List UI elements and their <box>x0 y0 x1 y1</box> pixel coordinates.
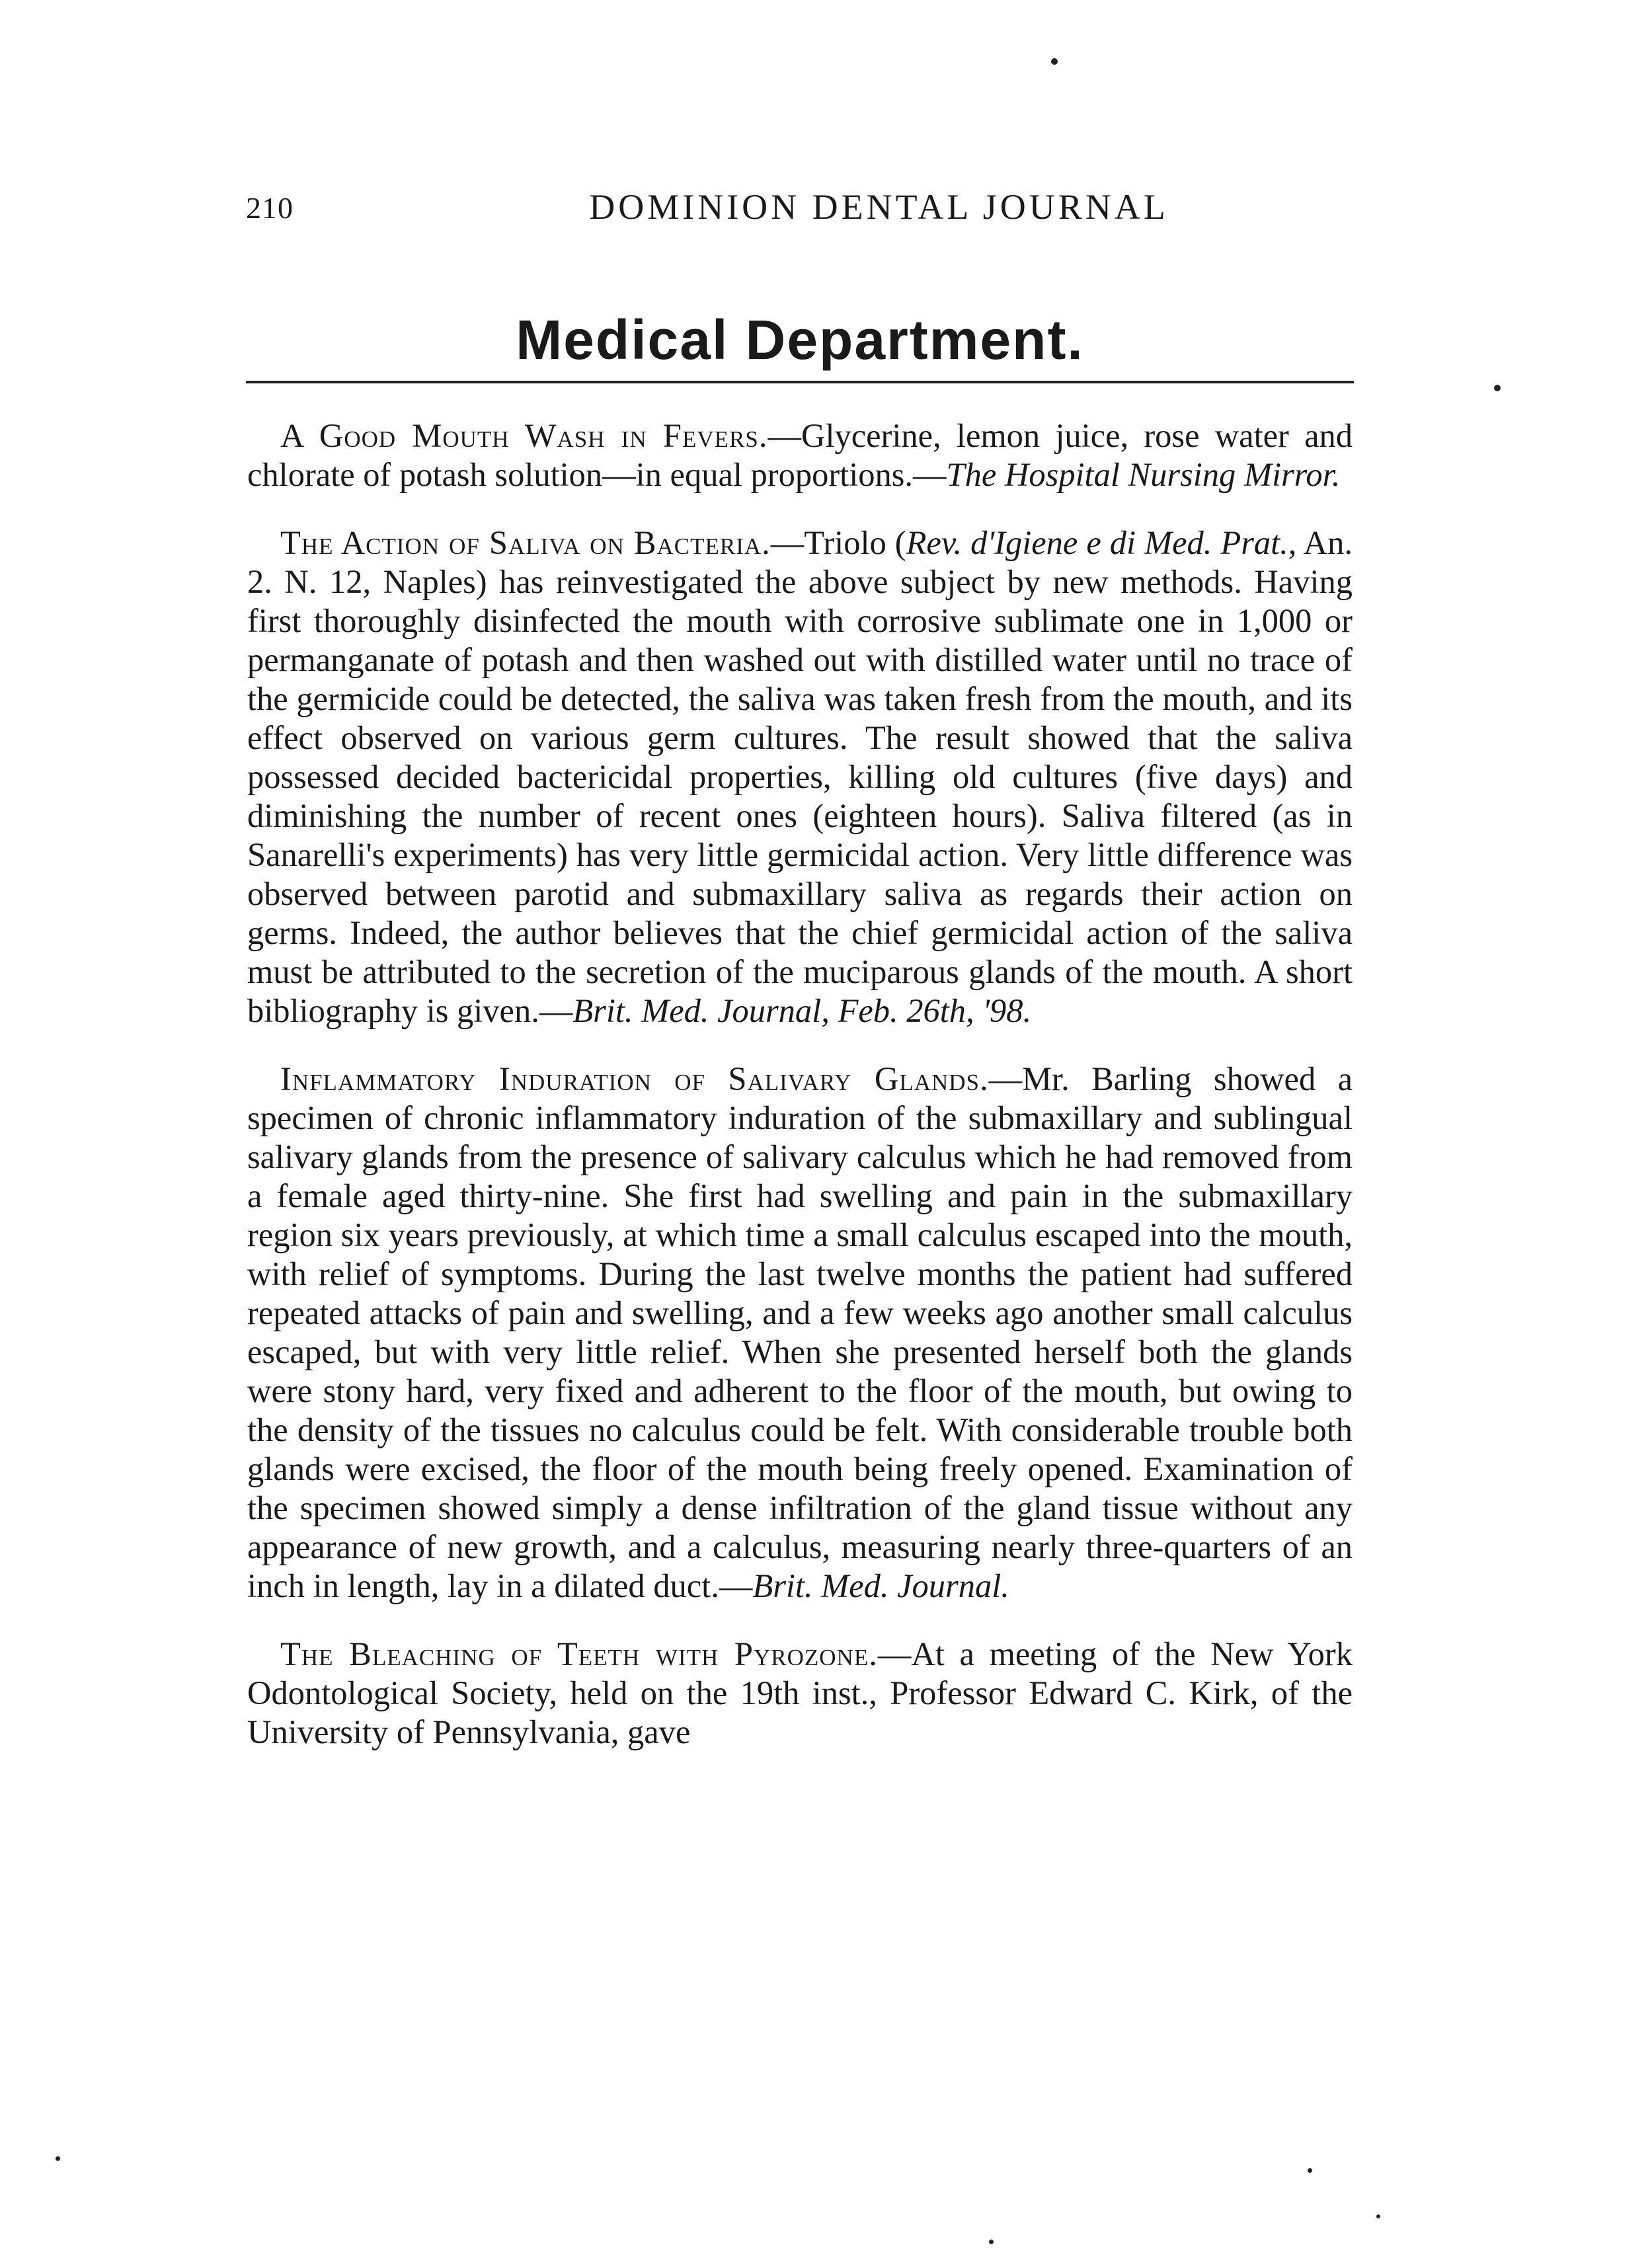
paragraph-heading: The Bleaching of Teeth with Pyrozone. <box>280 1635 878 1672</box>
paragraph-text-start: —Triolo ( <box>770 524 906 561</box>
article-body <box>247 416 1353 1752</box>
page-number: 210 <box>246 191 294 225</box>
scan-speck <box>1051 58 1058 65</box>
paragraph-text: —At a meeting of the New York Odontological Society, held on the 19th inst., Professor Edward C. Kirk, of the University of Pennsylvania, gave <box>247 1635 1353 1750</box>
scan-speck <box>1494 385 1501 391</box>
scan-speck <box>1308 2168 1312 2173</box>
paragraph-bleaching-teeth <box>247 1635 1353 1752</box>
paragraph-text: —Mr. Barling showed a specimen of chronic inflammatory induration of the submaxillary and sublingual salivary glands from the presence of salivary calculus which he had removed from a female aged thirty-nine. She first had swelling and pain in the submaxillary region six years previously, at which time a small calculus escaped into the mouth, with relief of symptoms. During the last twelve months the patient had suffered repeated attacks of pain and swelling, and a few weeks ago another small calculus escaped, but with very little relief. When she presented herself both the glands were stony hard, very fixed and adherent to the floor of the mouth, but owing to the density of the tissues no calculus could be felt. With considerable trouble both glands were excised, the floor of the mouth being freely opened. Examination of the specimen showed simply a dense infiltration of the gland tissue without any appearance of new growth, and a calculus, measuring nearly three-quarters of an inch in length, lay in a dilated duct.— <box>247 1060 1353 1604</box>
paragraph-text: An. 2. N. 12, Naples) has reinvestigated the above subject by new methods. Having first thoroughly disinfected the mouth with corrosive sublimate one in 1,000 or permanganate of potash and then washed out with distilled water until no trace of the germicide could be detected, the saliva was taken fresh from the mouth, and its effect observed on various germ cultures. The result showed that the saliva possessed decided bactericidal properties, killing old cultures (five days) and diminishing the number of recent ones (eighteen hours). Saliva filtered (as in Sanarelli's experiments) has very little germicidal action. Very little difference was observed between parotid and submaxillary saliva as regards their action on germs. Indeed, the author believes that the chief germicidal action of the saliva must be attributed to the secretion of the muciparous glands of the mouth. A short bibliography is given.— <box>247 524 1353 1029</box>
paragraph-salivary-induration <box>247 1060 1353 1606</box>
paragraph-mouth-wash <box>247 416 1353 494</box>
paragraph-source: Brit. Med. Journal. <box>752 1567 1009 1604</box>
paragraph-source: Brit. Med. Journal, Feb. 26th, '98. <box>572 992 1032 1029</box>
section-title: Medical Department. <box>516 309 1084 371</box>
paragraph-text: —Glycerine, lemon juice, rose water and chlorate of potash solution—in equal proportions.— <box>247 417 1353 493</box>
running-head: DOMINION DENTAL JOURNAL <box>589 187 1169 227</box>
paragraph-heading: The Action of Saliva on Bacteria. <box>280 524 771 561</box>
scan-speck <box>56 2156 60 2161</box>
paragraph-saliva-bacteria <box>247 524 1353 1031</box>
paragraph-heading: A Good Mouth Wash in Fevers. <box>280 417 768 454</box>
paragraph-source: The Hospital Nursing Mirror. <box>946 456 1341 493</box>
title-rule <box>246 381 1354 383</box>
scan-speck <box>989 2240 994 2244</box>
paragraph-heading: Inflammatory Induration of Salivary Glands. <box>280 1060 989 1097</box>
paragraph-citation: Rev. d'Igiene e di Med. Prat., <box>906 524 1297 561</box>
scan-speck <box>1376 2214 1380 2218</box>
